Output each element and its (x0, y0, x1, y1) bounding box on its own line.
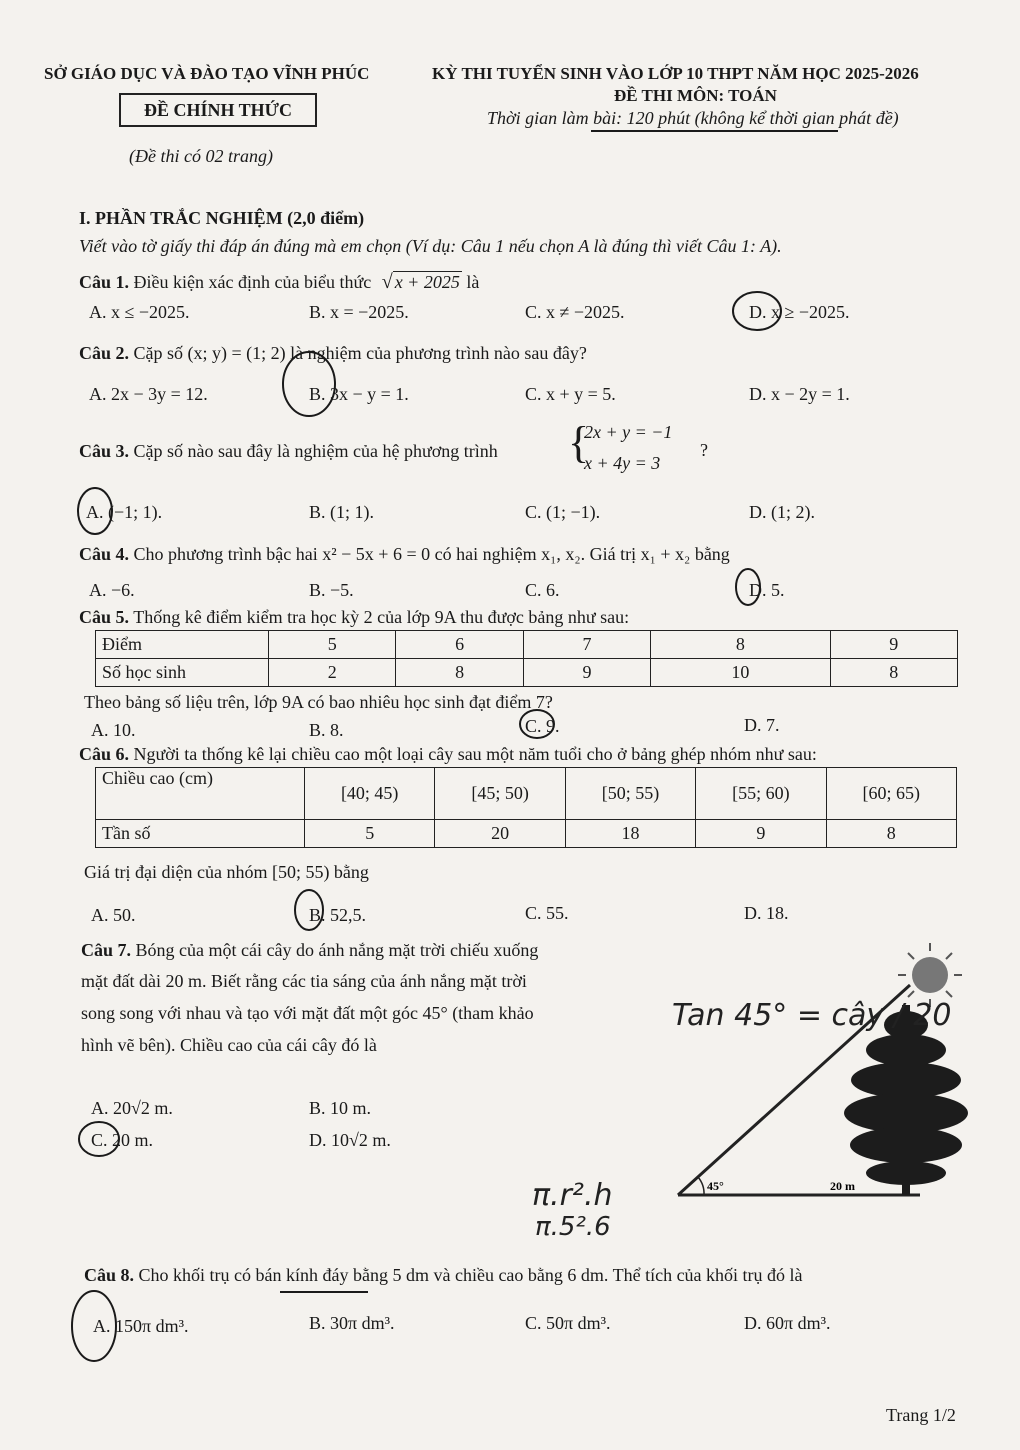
system-eq-1: 2x + y = −1 (584, 422, 673, 442)
q2-option-c: C. x + y = 5. (525, 384, 616, 404)
q5-followup: Theo bảng số liệu trên, lớp 9A có bao nhiêu học sinh đạt điểm 7? (84, 692, 553, 712)
answer-circle-q7 (79, 1122, 119, 1156)
shadow-length-label: 20 m (830, 1179, 855, 1193)
q3-option-d: D. (1; 2). (749, 502, 815, 522)
table-cell: 5 (269, 631, 396, 659)
question-7-line-2: mặt đất dài 20 m. Biết rằng các tia sáng của ánh nắng mặt trời (81, 971, 527, 991)
question-4: Câu 4. Cho phương trình bậc hai x² − 5x + 6 = 0 có hai nghiệm x₁, x₂. Giá trị x₁ + x₂ bằng (79, 544, 730, 564)
q5-option-b: B. 8. (309, 720, 344, 740)
table-cell: [60; 65) (826, 768, 956, 820)
question-6: Câu 6. Người ta thống kê lại chiều cao một loại cây sau một năm tuổi cho ở bảng ghép nhóm như sau: (79, 744, 817, 764)
q2-option-d: D. x − 2y = 1. (749, 384, 850, 404)
system-qmark: ? (700, 440, 708, 460)
q5-option-c: C. 9. (525, 716, 560, 736)
table-cell: 8 (651, 631, 830, 659)
q8-option-a: A. 150π dm³. (93, 1316, 189, 1336)
q8-option-b: B. 30π dm³. (309, 1313, 395, 1333)
q1-option-b: B. x = −2025. (309, 302, 409, 322)
table-cell: 8 (830, 659, 957, 687)
table-cell: 9 (523, 659, 650, 687)
table-cell: 18 (565, 820, 695, 848)
department-name: SỞ GIÁO DỤC VÀ ĐÀO TẠO VĨNH PHÚC (44, 64, 370, 83)
answer-circle-q1 (733, 292, 781, 330)
q1-option-a: A. x ≤ −2025. (89, 302, 190, 322)
q4-option-d: D. 5. (749, 580, 785, 600)
answer-circle-q6 (295, 890, 323, 930)
q6-option-d: D. 18. (744, 903, 789, 923)
handwritten-tan-note: Tan 45° = cây / 20 (672, 998, 952, 1033)
question-label: Câu 1. (79, 272, 130, 292)
table-cell: 8 (396, 659, 523, 687)
section-title: I. PHẦN TRẮC NGHIỆM (2,0 điểm) (79, 208, 365, 228)
question-7-line-1: Câu 7. Bóng của một cái cây do ánh nắng mặt trời chiếu xuống (81, 940, 539, 960)
q1-option-c: C. x ≠ −2025. (525, 302, 625, 322)
system-eq-2: x + 4y = 3 (584, 453, 661, 473)
q5-option-a: A. 10. (91, 720, 136, 740)
q3-option-b: B. (1; 1). (309, 502, 374, 522)
table-cell: 10 (651, 659, 830, 687)
exam-time: Thời gian làm bài: 120 phút (không kể thời gian phát đề) (487, 108, 899, 128)
table-cell: [50; 55) (565, 768, 695, 820)
table-cell: 9 (696, 820, 826, 848)
answer-circle-q4 (736, 569, 760, 605)
table-cell: Tần số (96, 820, 305, 848)
q3-option-a: A. (−1; 1). (86, 502, 163, 522)
question-8: Câu 8. Cho khối trụ có bán kính đáy bằng 5 dm và chiều cao bằng 6 dm. Thể tích của khối trụ đó là (84, 1265, 803, 1285)
table-cell: 5 (305, 820, 435, 848)
q6-option-a: A. 50. (91, 905, 136, 925)
answer-circle-q5 (520, 710, 554, 738)
table-cell: [55; 60) (696, 768, 826, 820)
q6-option-b: B. 52,5. (309, 905, 367, 925)
table-cell: [40; 45) (305, 768, 435, 820)
page-number: Trang 1/2 (886, 1405, 956, 1425)
table-cell: Chiều cao (cm) (96, 768, 305, 820)
answer-circle-q8 (72, 1291, 116, 1361)
question-5: Câu 5. Thống kê điểm kiểm tra học kỳ 2 của lớp 9A thu được bảng như sau: (79, 607, 630, 627)
question-7-line-3: song song với nhau và tạo với mặt đất một góc 45° (tham khảo (81, 1003, 534, 1023)
question-7-line-4: hình vẽ bên). Chiều cao của cái cây đó là (81, 1035, 377, 1055)
question-2: Câu 2. Cặp số (x; y) = (1; 2) là nghiệm của phương trình nào sau đây? (79, 343, 587, 363)
q4-option-b: B. −5. (309, 580, 354, 600)
question-3: Câu 3. Cặp số nào sau đây là nghiệm của hệ phương trình (79, 441, 498, 461)
table-cell: 6 (396, 631, 523, 659)
table-cell: 9 (830, 631, 957, 659)
official-badge: ĐỀ CHÍNH THỨC (119, 93, 317, 127)
q5-option-d: D. 7. (744, 715, 780, 735)
q7-option-d: D. 10√2 m. (309, 1130, 391, 1150)
q2-option-b: B. 3x − y = 1. (309, 384, 409, 404)
q8-option-c: C. 50π dm³. (525, 1313, 611, 1333)
q1-option-d: D. x ≥ −2025. (749, 302, 850, 322)
q8-option-d: D. 60π dm³. (744, 1313, 831, 1333)
table-cell: 2 (269, 659, 396, 687)
q6-option-c: C. 55. (525, 903, 569, 923)
section-instruction: Viết vào tờ giấy thi đáp án đúng mà em chọn (Ví dụ: Câu 1 nếu chọn A là đúng thì viết Câu 1: A). (79, 236, 782, 256)
q3-option-c: C. (1; −1). (525, 502, 601, 522)
table-cell: Số học sinh (96, 659, 269, 687)
system-brace: { (568, 418, 590, 467)
pages-note: (Đề thi có 02 trang) (129, 146, 273, 166)
angle-label: 45° (707, 1179, 724, 1193)
answer-circle-q3 (78, 488, 112, 534)
exam-title: KỲ THI TUYỂN SINH VÀO LỚP 10 THPT NĂM HỌC 2025-2026 (432, 64, 919, 83)
q4-option-a: A. −6. (89, 580, 135, 600)
handwritten-volume-formula: π.r².h (532, 1178, 613, 1213)
answer-circle-q2 (283, 352, 335, 416)
table-cell: Điểm (96, 631, 269, 659)
handwritten-volume-calc: π.5².6 (535, 1212, 611, 1242)
table-cell: 8 (826, 820, 956, 848)
table-cell: 20 (435, 820, 565, 848)
q7-option-c: C. 20 m. (91, 1130, 154, 1150)
q6-followup: Giá trị đại diện của nhóm [50; 55) bằng (84, 862, 369, 882)
q4-option-c: C. 6. (525, 580, 560, 600)
exam-subject: ĐỀ THI MÔN: TOÁN (614, 86, 777, 105)
sqrt-expression: √ x + 2025 (381, 271, 460, 293)
q7-option-b: B. 10 m. (309, 1098, 372, 1118)
q2-option-a: A. 2x − 3y = 12. (89, 384, 208, 404)
table-cell: [45; 50) (435, 768, 565, 820)
q7-option-a: A. 20√2 m. (91, 1098, 173, 1118)
question-1: Câu 1. Điều kiện xác định của biểu thức √ x + 2025 là (79, 271, 480, 293)
question-text: Điều kiện xác định của biểu thức (133, 272, 372, 292)
table-cell: 7 (523, 631, 650, 659)
